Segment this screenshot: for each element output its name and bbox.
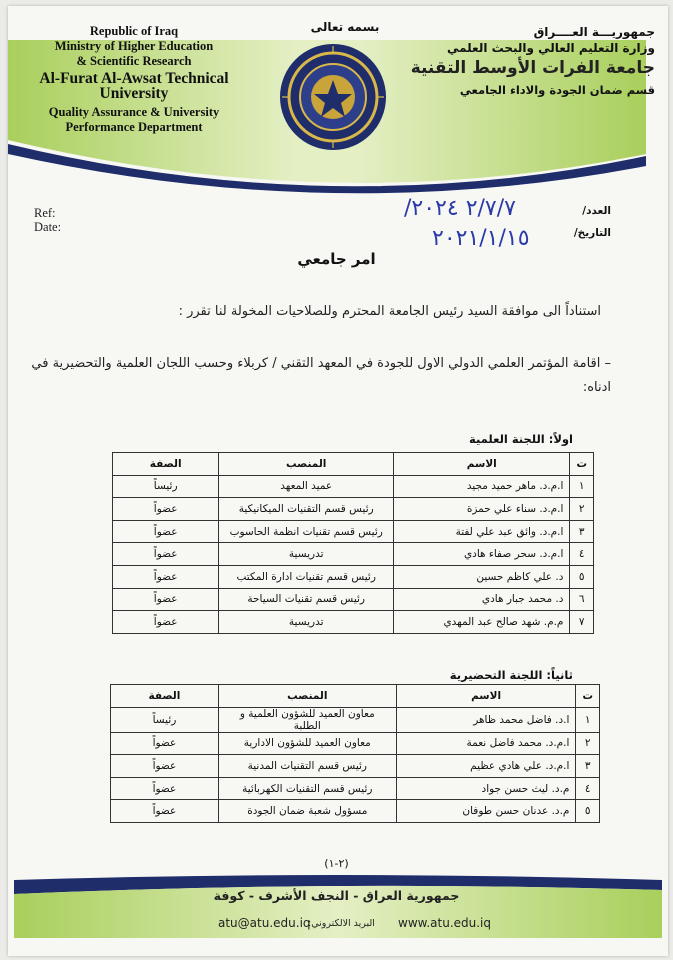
university-en: Al-Furat Al-Awsat Technical University: [39, 70, 229, 102]
footer-address: جمهورية العراق - النجف الأشرف - كوفة: [213, 888, 460, 903]
table-row: [111, 777, 600, 800]
table-row: [111, 755, 600, 778]
item-line-2: ادناه:: [582, 380, 611, 395]
footer-email-label: البريد الالكتروني:: [308, 918, 375, 929]
table-row: [111, 707, 600, 732]
table-row: [113, 498, 594, 521]
row-role: عضواً: [111, 800, 219, 823]
table-header-row: [113, 453, 594, 476]
page-number: (٢-١): [324, 857, 349, 870]
department-ar: قسم ضمان الجودة والاداء الجامعي: [459, 83, 655, 97]
country-en: Republic of Iraq: [89, 24, 179, 38]
basmala: بسمه تعالى: [310, 20, 380, 34]
handwritten-number: ٢/٧/٧ ٢٠٢٤/: [404, 196, 516, 221]
row-number: ١: [576, 707, 600, 732]
footer-band: [8, 872, 668, 942]
department-en-2: Performance Department: [65, 120, 203, 134]
number-label-ar: العدد/: [582, 205, 611, 217]
table-row: [113, 611, 594, 634]
row-role: عضواً: [113, 520, 219, 543]
row-name: د. محمد جبار هادي: [394, 588, 570, 611]
row-role: عضواً: [113, 498, 219, 521]
row-number: ٣: [576, 755, 600, 778]
row-position: رئيس قسم تقنيات السياحة: [219, 588, 394, 611]
row-name: ا.م.د. محمد فاضل نعمة: [396, 732, 576, 755]
scientific-committee-table: [112, 452, 594, 634]
row-number: ٤: [570, 543, 594, 566]
table-row: [113, 565, 594, 588]
item-line-1: – اقامة المؤتمر العلمي الدولي الاول للجودة في المعهد التقني / كربلاء وحسب اللجان العلمية والتحضيرية في: [31, 356, 611, 371]
ministry-en: Ministry of Higher Education: [54, 39, 214, 53]
table-row: [113, 543, 594, 566]
intro-paragraph: استناداً الى موافقة السيد رئيس الجامعة المحترم وللصلاحيات المخولة لنا تقرر :: [178, 304, 601, 319]
row-position: معاون العميد للشؤون الادارية: [218, 732, 396, 755]
row-name: ا.م.د. علي هادي عظيم: [396, 755, 576, 778]
row-position: رئيس قسم التقنيات الميكانيكية: [219, 498, 394, 521]
date-label: Date:: [34, 220, 62, 234]
row-role: عضواً: [111, 732, 219, 755]
row-role: عضواً: [113, 543, 219, 566]
table-row: [113, 588, 594, 611]
header-role: الصفة: [113, 453, 219, 476]
row-role: عضواً: [111, 777, 219, 800]
table-header-row: [111, 685, 600, 708]
footer-website[interactable]: www.atu.edu.iq: [398, 916, 492, 930]
footer-email[interactable]: atu@atu.edu.iq: [218, 916, 311, 930]
row-name: ا.م.د. سحر صفاء هادي: [394, 543, 570, 566]
row-role: عضواً: [113, 588, 219, 611]
document-title: امر جامعي: [297, 250, 376, 268]
header-name: الاسم: [394, 453, 570, 476]
row-position: رئيس قسم التقنيات المدنية: [218, 755, 396, 778]
row-name: ا.م.د. ماهر حميد مجيد: [394, 475, 570, 498]
row-role: رئيساً: [113, 475, 219, 498]
row-number: ٢: [570, 498, 594, 521]
row-name: د. علي كاظم حسين: [394, 565, 570, 588]
row-number: ٣: [570, 520, 594, 543]
university-ar: جامعة الفرات الأوسط التقنية: [410, 58, 655, 78]
row-position: تدريسية: [219, 611, 394, 634]
date-label-ar: التاريخ/: [573, 227, 611, 239]
ref-label: Ref:: [34, 206, 56, 220]
preparatory-committee-title: ثانياً: اللجنة التحضيرية: [449, 668, 573, 682]
row-role: عضواً: [113, 611, 219, 634]
ministry-en-cont: & Scientific Research: [76, 54, 192, 68]
table-row: [113, 520, 594, 543]
table-row: [111, 732, 600, 755]
preparatory-committee-table: [110, 684, 600, 823]
row-position: رئيس قسم تقنيات ادارة المكتب: [219, 565, 394, 588]
row-number: ١: [570, 475, 594, 498]
table-row: [111, 800, 600, 823]
row-number: ٢: [576, 732, 600, 755]
row-name: م.د. ليث حسن جواد: [396, 777, 576, 800]
handwritten-date: ٢٠٢١/١/١٥: [432, 226, 530, 251]
row-number: ٥: [570, 565, 594, 588]
header-role: الصفة: [111, 685, 219, 708]
header-name: الاسم: [396, 685, 576, 708]
header-number: ت: [576, 685, 600, 708]
scientific-committee-title: اولاً: اللجنة العلمية: [469, 432, 573, 446]
row-role: عضواً: [113, 565, 219, 588]
university-logo-icon: [278, 42, 388, 152]
row-position: مسؤول شعبة ضمان الجودة: [218, 800, 396, 823]
department-en-1: Quality Assurance & University: [48, 105, 220, 119]
header-english: [14, 24, 254, 135]
table-row: [113, 475, 594, 498]
row-position: رئيس قسم التقنيات الكهربائية: [218, 777, 396, 800]
country-ar: جمهوريـــة العــــراق: [533, 25, 655, 39]
header-arabic: [395, 24, 655, 98]
arabic-ref-block: [574, 200, 611, 244]
row-name: ا.م.د. وائق عبد علي لفتة: [394, 520, 570, 543]
row-number: ٦: [570, 588, 594, 611]
row-number: ٤: [576, 777, 600, 800]
row-position: معاون العميد للشؤون العلمية و الطلبة: [218, 707, 396, 732]
row-position: تدريسية: [219, 543, 394, 566]
row-number: ٧: [570, 611, 594, 634]
row-position: رئيس قسم تقنيات انظمة الحاسوب: [219, 520, 394, 543]
row-name: م.د. عدنان حسن طوفان: [396, 800, 576, 823]
ref-block: [34, 206, 61, 234]
header-number: ت: [570, 453, 594, 476]
ministry-ar: وزارة التعليم العالي والبحث العلمي: [446, 41, 655, 55]
row-role: رئيساً: [111, 707, 219, 732]
header-position: المنصب: [219, 453, 394, 476]
row-number: ٥: [576, 800, 600, 823]
row-name: ا.م.د. سناء علي حمزة: [394, 498, 570, 521]
row-position: عميد المعهد: [219, 475, 394, 498]
header-position: المنصب: [218, 685, 396, 708]
row-role: عضواً: [111, 755, 219, 778]
row-name: ا.د. فاضل محمد ظاهر: [396, 707, 576, 732]
row-name: م.م. شهد صالح عبد المهدي: [394, 611, 570, 634]
